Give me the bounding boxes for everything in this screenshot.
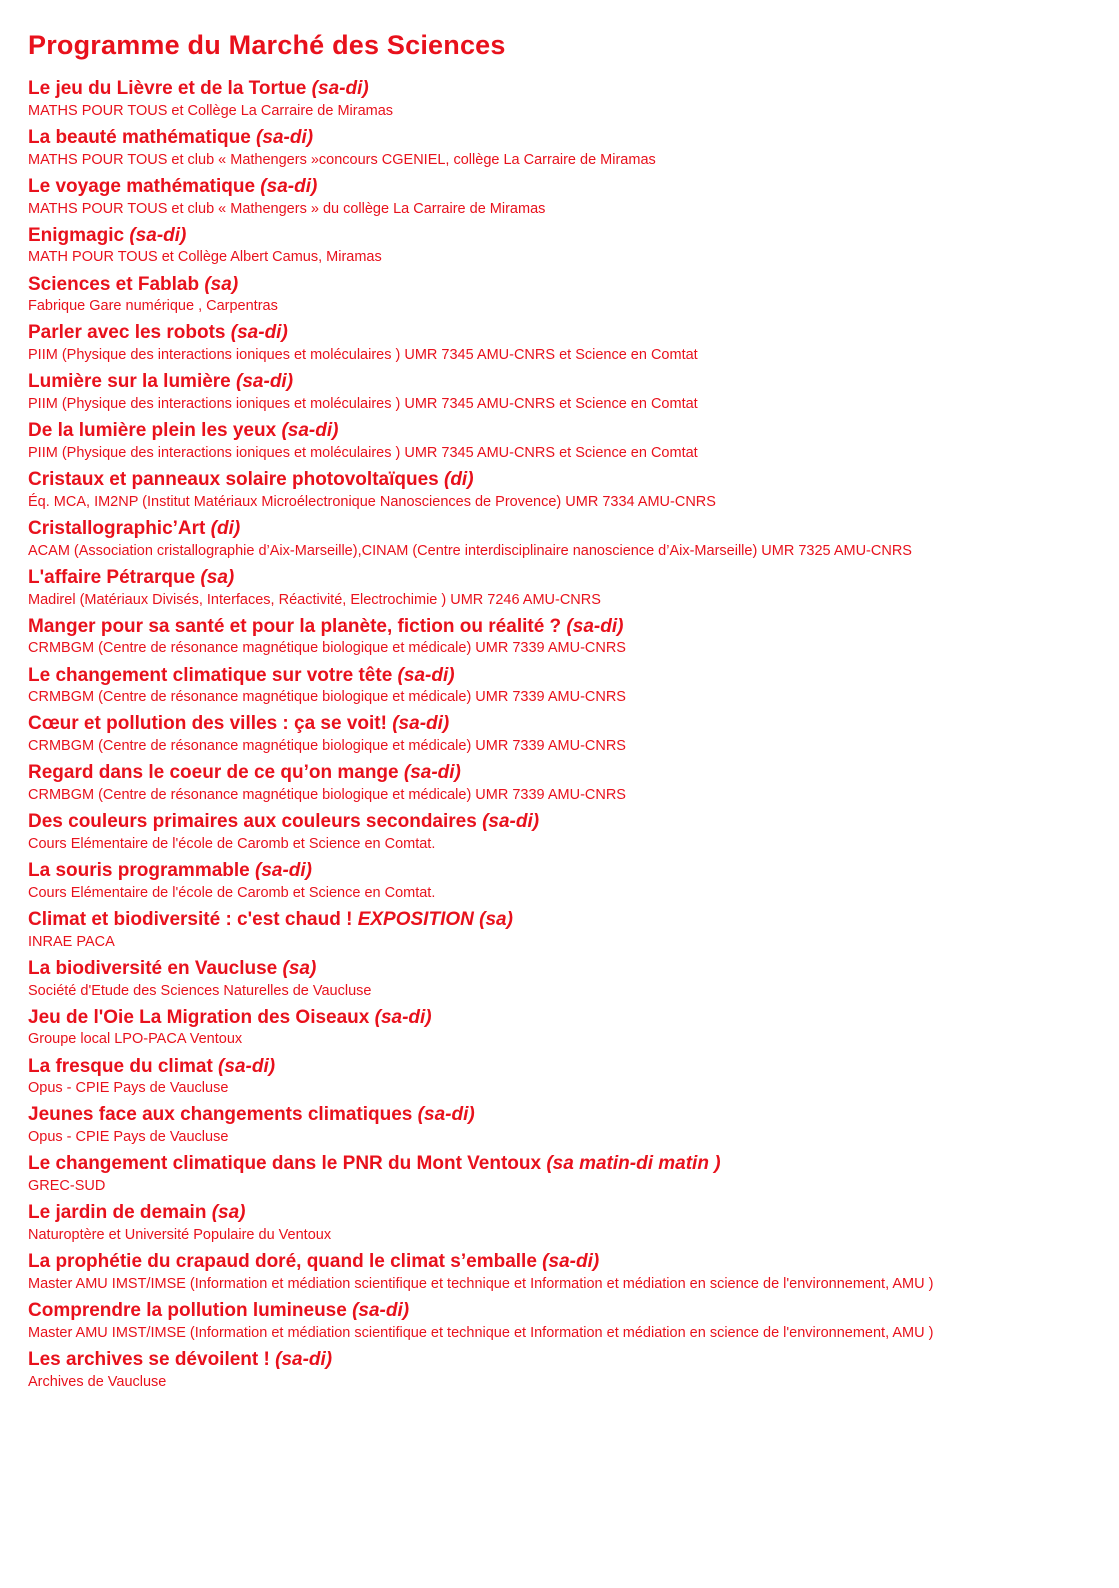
entry-organization: Archives de Vaucluse bbox=[28, 1373, 167, 1390]
entry-title bbox=[28, 1201, 1093, 1225]
entry-organization: INRAE PACA bbox=[28, 933, 115, 950]
entry-schedule: (sa) bbox=[199, 273, 239, 295]
entry-organization: Madirel (Matériaux Divisés, Interfaces, Réactivité, Electrochimie ) UMR 7246 AMU-CNRS bbox=[28, 591, 601, 608]
program-entry bbox=[26, 859, 1093, 902]
program-entry bbox=[26, 77, 1093, 120]
entry-title-text: Cristaux et panneaux solaire photovoltaïques bbox=[28, 469, 439, 490]
entry-schedule: (sa-di) bbox=[212, 1055, 276, 1077]
program-entry bbox=[26, 321, 1093, 364]
entry-title bbox=[28, 273, 1093, 297]
entry-title-text: Les archives se dévoilent ! bbox=[28, 1348, 270, 1370]
entry-schedule: (sa) bbox=[206, 1202, 246, 1224]
entry-title-text: Le changement climatique sur votre tête bbox=[28, 664, 393, 686]
entry-schedule: (sa-di) bbox=[225, 322, 288, 344]
program-entry bbox=[26, 126, 1093, 169]
entry-title bbox=[28, 77, 1093, 101]
entry-organization: Opus - CPIE Pays de Vaucluse bbox=[28, 1129, 229, 1146]
entry-schedule: (sa-di) bbox=[561, 615, 624, 637]
entry-organization: MATHS POUR TOUS et club « Mathengers » du collège La Carraire de Miramas bbox=[28, 200, 546, 217]
entry-title bbox=[28, 761, 1093, 785]
entry-title-text: Regard dans le coeur de ce qu’on mange bbox=[28, 762, 399, 784]
entry-title bbox=[28, 859, 1093, 883]
entry-schedule: (sa-di) bbox=[230, 371, 294, 393]
entry-title bbox=[28, 175, 1093, 199]
entry-title-text: Manger pour sa santé et pour la planète, fiction ou réalité ? bbox=[28, 615, 562, 637]
entry-title bbox=[28, 126, 1093, 150]
entry-schedule: (sa-di) bbox=[276, 420, 339, 442]
entry-title-text: Des couleurs primaires aux couleurs secondaires bbox=[28, 811, 477, 833]
program-entry bbox=[26, 957, 1093, 1000]
entry-schedule: (sa) bbox=[277, 957, 317, 979]
program-entry-list bbox=[26, 77, 1093, 1391]
program-entry bbox=[26, 517, 1093, 560]
entry-organization: Éq. MCA, IM2NP (Institut Matériaux Microélectronique Nanosciences de Provence) UMR 7334 AMU-CNRS bbox=[28, 493, 716, 510]
entry-title bbox=[28, 468, 1093, 492]
entry-organization: CRMBGM (Centre de résonance magnétique biologique et médicale) UMR 7339 AMU-CNRS bbox=[28, 640, 626, 657]
entry-schedule: (sa-di) bbox=[346, 1299, 410, 1321]
entry-title bbox=[28, 1299, 1093, 1323]
entry-title bbox=[28, 810, 1093, 834]
entry-schedule: (sa-di) bbox=[249, 860, 313, 881]
entry-organization: MATHS POUR TOUS et club « Mathengers »concours CGENIEL, collège La Carraire de Miramas bbox=[28, 151, 656, 168]
entry-schedule: (sa-di) bbox=[255, 175, 318, 197]
entry-organization: CRMBGM (Centre de résonance magnétique biologique et médicale) UMR 7339 AMU-CNRS bbox=[28, 689, 626, 706]
entry-title-text: Le voyage mathématique bbox=[28, 175, 256, 197]
entry-title-text: Le jeu du Lièvre et de la Tortue bbox=[28, 78, 307, 99]
entry-schedule: (sa-di) bbox=[306, 78, 369, 99]
program-entry bbox=[26, 1103, 1093, 1146]
entry-schedule: (di) bbox=[205, 517, 241, 539]
entry-title bbox=[28, 1055, 1093, 1079]
entry-organization: PIIM (Physique des interactions ioniques et moléculaires ) UMR 7345 AMU-CNRS et Science en Comtat bbox=[28, 347, 698, 364]
program-entry bbox=[26, 175, 1093, 218]
entry-organization: Fabrique Gare numérique , Carpentras bbox=[28, 298, 278, 315]
entry-organization: Naturoptère et Université Populaire du Ventoux bbox=[28, 1226, 332, 1243]
entry-title bbox=[28, 419, 1093, 443]
program-entry bbox=[26, 1055, 1093, 1098]
entry-organization: Société d'Etude des Sciences Naturelles de Vaucluse bbox=[28, 982, 372, 999]
entry-title bbox=[28, 957, 1093, 981]
entry-title-text: La souris programmable bbox=[28, 860, 250, 881]
program-entry bbox=[26, 1152, 1093, 1195]
entry-title bbox=[28, 908, 1093, 932]
entry-organization: MATHS POUR TOUS et Collège La Carraire de Miramas bbox=[28, 102, 394, 119]
entry-title-text: La biodiversité en Vaucluse bbox=[28, 957, 278, 979]
entry-title-text: La beauté mathématique bbox=[28, 126, 251, 148]
program-entry bbox=[26, 761, 1093, 804]
program-entry bbox=[26, 1201, 1093, 1244]
program-entry bbox=[26, 566, 1093, 609]
entry-organization: Cours Elémentaire de l'école de Caromb et Science en Comtat. bbox=[28, 884, 436, 901]
entry-title-text: Le changement climatique dans le PNR du Mont Ventoux bbox=[28, 1153, 542, 1175]
program-entry bbox=[26, 810, 1093, 853]
entry-organization: PIIM (Physique des interactions ioniques et moléculaires ) UMR 7345 AMU-CNRS et Science en Comtat bbox=[28, 444, 698, 461]
entry-title bbox=[28, 712, 1093, 736]
entry-schedule: (sa-di) bbox=[386, 713, 450, 735]
entry-schedule: (sa matin-di matin ) bbox=[541, 1153, 721, 1175]
entry-title-text: Comprendre la pollution lumineuse bbox=[28, 1299, 347, 1321]
program-entry bbox=[26, 615, 1093, 658]
entry-organization: Master AMU IMST/IMSE (Information et médiation scientifique et technique et Information et médiation en science de l'environnement, AMU ) bbox=[28, 1324, 934, 1341]
entry-title bbox=[28, 1103, 1093, 1127]
entry-title bbox=[28, 517, 1093, 541]
program-entry bbox=[26, 1250, 1093, 1293]
entry-title bbox=[28, 664, 1093, 688]
entry-title-text: L'affaire Pétrarque bbox=[28, 566, 196, 588]
entry-schedule: (sa-di) bbox=[392, 664, 455, 686]
entry-title-text: Sciences et Fablab bbox=[28, 273, 200, 295]
entry-organization: Groupe local LPO-PACA Ventoux bbox=[28, 1031, 243, 1048]
entry-title bbox=[28, 224, 1093, 248]
program-entry bbox=[26, 273, 1093, 316]
entry-title-text: La fresque du climat bbox=[28, 1055, 213, 1077]
program-entry bbox=[26, 224, 1093, 267]
entry-schedule: (di) bbox=[438, 469, 474, 490]
entry-title bbox=[28, 615, 1093, 639]
entry-highlight-label: EXPOSITION bbox=[352, 908, 474, 930]
entry-schedule: (sa-di) bbox=[476, 811, 540, 833]
entry-title bbox=[28, 566, 1093, 590]
entry-schedule: (sa-di) bbox=[369, 1006, 432, 1028]
program-entry bbox=[26, 908, 1093, 951]
entry-title-text: Jeunes face aux changements climatiques bbox=[28, 1104, 413, 1126]
page-title: Programme du Marché des Sciences bbox=[28, 30, 506, 60]
entry-organization: CRMBGM (Centre de résonance magnétique biologique et médicale) UMR 7339 AMU-CNRS bbox=[28, 787, 626, 803]
entry-organization: Cours Elémentaire de l'école de Caromb et Science en Comtat. bbox=[28, 835, 436, 852]
entry-title bbox=[28, 1250, 1093, 1274]
program-entry bbox=[26, 1006, 1093, 1049]
entry-schedule: (sa) bbox=[473, 908, 513, 930]
entry-organization: ACAM (Association cristallographie d’Aix-Marseille),CINAM (Centre interdisciplinaire nanoscience d’Aix-Marseille) UMR 7325 AMU-CNRS bbox=[28, 542, 912, 559]
entry-title bbox=[28, 1006, 1093, 1030]
entry-title-text: Le jardin de demain bbox=[28, 1202, 207, 1224]
program-entry bbox=[26, 370, 1093, 413]
entry-title-text: Cristallographic’Art bbox=[28, 517, 206, 539]
entry-schedule: (sa-di) bbox=[398, 762, 461, 784]
entry-title-text: Enigmagic bbox=[28, 224, 125, 246]
entry-title bbox=[28, 1348, 1093, 1372]
entry-schedule: (sa-di) bbox=[269, 1348, 333, 1370]
entry-organization: PIIM (Physique des interactions ioniques et moléculaires ) UMR 7345 AMU-CNRS et Science en Comtat bbox=[28, 396, 698, 412]
entry-title-text: Lumière sur la lumière bbox=[28, 371, 231, 393]
entry-schedule: (sa-di) bbox=[536, 1251, 600, 1272]
entry-organization: GREC-SUD bbox=[28, 1178, 106, 1194]
entry-organization: Opus - CPIE Pays de Vaucluse bbox=[28, 1080, 229, 1097]
entry-title bbox=[28, 1152, 1093, 1176]
entry-organization: CRMBGM (Centre de résonance magnétique biologique et médicale) UMR 7339 AMU-CNRS bbox=[28, 738, 626, 755]
entry-organization: Master AMU IMST/IMSE (Information et médiation scientifique et technique et Information et médiation en science de l'environnement, AMU ) bbox=[28, 1275, 934, 1292]
program-entry bbox=[26, 468, 1093, 511]
entry-title-text: Climat et biodiversité : c'est chaud ! bbox=[28, 908, 353, 930]
entry-title-text: De la lumière plein les yeux bbox=[28, 420, 277, 442]
entry-title-text: Parler avec les robots bbox=[28, 322, 226, 344]
entry-schedule: (sa) bbox=[195, 566, 235, 588]
entry-title-text: La prophétie du crapaud doré, quand le climat s’emballe bbox=[28, 1251, 537, 1272]
program-entry bbox=[26, 419, 1093, 462]
program-entry bbox=[26, 712, 1093, 755]
entry-title bbox=[28, 321, 1093, 345]
entry-title bbox=[28, 370, 1093, 394]
program-entry bbox=[26, 1299, 1093, 1342]
entry-title-text: Cœur et pollution des villes : ça se voit! bbox=[28, 713, 387, 735]
program-entry bbox=[26, 664, 1093, 707]
entry-schedule: (sa-di) bbox=[412, 1104, 475, 1126]
entry-organization: MATH POUR TOUS et Collège Albert Camus, Miramas bbox=[28, 249, 382, 266]
entry-schedule: (sa-di) bbox=[124, 224, 187, 246]
entry-title-text: Jeu de l'Oie La Migration des Oiseaux bbox=[28, 1006, 370, 1028]
program-entry bbox=[26, 1348, 1093, 1391]
entry-schedule: (sa-di) bbox=[250, 126, 314, 148]
